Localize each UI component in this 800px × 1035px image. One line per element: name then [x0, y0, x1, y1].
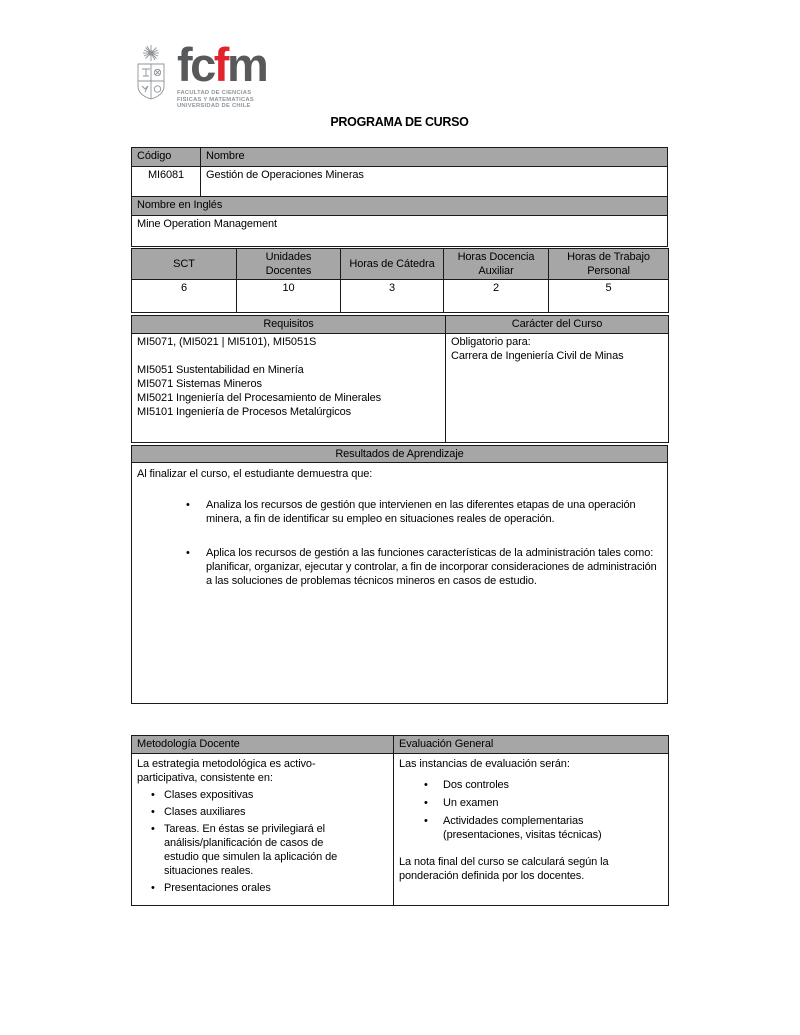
logo-caption-line: FISICAS Y MATEMATICAS — [177, 96, 254, 103]
requisito-line: MI5071, (MI5021 | MI5101), MI5051S — [137, 336, 317, 348]
logo-caption — [177, 90, 266, 110]
unidades-docentes-value: 10 — [237, 280, 341, 313]
horas-catedra-value: 3 — [341, 280, 444, 313]
bullet-marker: • — [186, 499, 190, 511]
metodologia-evaluacion-table — [131, 735, 669, 906]
requisito-line: MI5021 Ingeniería del Procesamiento de Minerales — [137, 392, 382, 404]
evaluacion-header: Evaluación General — [394, 736, 669, 754]
hours-table — [131, 248, 669, 313]
evaluacion-footer: La nota final del curso se calculará según la ponderación definida por los docentes. — [399, 856, 609, 882]
evaluacion-content — [394, 754, 669, 906]
sct-header: SCT — [132, 249, 237, 280]
codigo-value: MI6081 — [132, 167, 201, 197]
resultado-bullet-text: Analiza los recursos de gestión que intervienen en las diferentes etapas de una operación minera, a fin de identificar su empleo en situaciones reales de operación. — [206, 499, 636, 525]
university-logo — [131, 38, 267, 110]
sct-value: 6 — [132, 280, 237, 313]
horas-docencia-auxiliar-value: 2 — [444, 280, 549, 313]
bullet-marker: • — [151, 806, 155, 818]
horas-trabajo-personal-value: 5 — [549, 280, 669, 313]
document-title: PROGRAMA DE CURSO — [330, 115, 469, 129]
list-item — [424, 814, 663, 842]
list-item — [186, 546, 662, 588]
horas-trabajo-personal-header: Horas de Trabajo Personal — [549, 249, 669, 280]
sunburst-icon — [143, 45, 159, 61]
requisito-line: MI5101 Ingeniería de Procesos Metalúrgicos — [137, 406, 352, 418]
bullet-marker: • — [151, 789, 155, 801]
caracter-line: Carrera de Ingeniería Civil de Minas — [451, 350, 624, 362]
nombre-ingles-value: Mine Operation Management — [132, 216, 668, 247]
requisitos-table — [131, 315, 669, 443]
university-shield-icon — [131, 44, 171, 102]
requisito-line — [137, 349, 440, 363]
list-item — [151, 881, 388, 895]
caracter-content — [446, 334, 669, 443]
evaluacion-bullet-text: Un examen — [443, 797, 499, 809]
codigo-header: Código — [132, 148, 201, 167]
list-item — [424, 796, 663, 810]
list-item — [151, 788, 388, 802]
metodologia-intro: La estrategia metodológica es activo-participativa, consistente en: — [137, 758, 316, 784]
logo-caption-line: UNIVERSIDAD DE CHILE — [177, 103, 251, 110]
fcfm-wordmark-gray1: fc — [177, 38, 214, 91]
shield-body — [138, 64, 164, 99]
evaluacion-intro: Las instancias de evaluación serán: — [399, 758, 570, 770]
evaluacion-list — [424, 778, 663, 842]
horas-catedra-header: Horas de Cátedra — [341, 249, 444, 280]
unidades-docentes-header: Unidades Docentes — [237, 249, 341, 280]
metodologia-bullet-text: Tareas. En éstas se privilegiará el análisis/planificación de casos de estudio que simulen la aplicación de situaciones reales. — [164, 823, 338, 877]
nombre-value: Gestión de Operaciones Mineras — [201, 167, 668, 197]
requisitos-content — [132, 334, 446, 443]
fcfm-wordmark-red-f: f — [213, 38, 227, 91]
bullet-marker: • — [424, 815, 428, 827]
evaluacion-bullet-text: Dos controles — [443, 779, 509, 791]
caracter-line: Obligatorio para: — [451, 336, 531, 348]
resultados-list — [186, 498, 662, 588]
metodologia-content — [132, 754, 394, 906]
list-item — [186, 498, 662, 526]
fcfm-wordmark-gray2: m — [226, 38, 267, 91]
nombre-ingles-header: Nombre en Inglés — [132, 197, 668, 216]
evaluacion-bullet-text: Actividades complementarias (presentaciones, visitas técnicas) — [443, 815, 602, 841]
course-info-table — [131, 147, 668, 247]
resultados-header: Resultados de Aprendizaje — [132, 446, 668, 463]
metodologia-bullet-text: Presentaciones orales — [164, 882, 271, 894]
caracter-header: Carácter del Curso — [446, 316, 669, 334]
list-item — [424, 778, 663, 792]
metodologia-bullet-text: Clases auxiliares — [164, 806, 246, 818]
requisito-line: MI5051 Sustentabilidad en Minería — [137, 364, 304, 376]
resultados-intro: Al finalizar el curso, el estudiante demuestra que: — [137, 468, 373, 480]
bullet-marker: • — [186, 547, 190, 559]
requisito-line: MI5071 Sistemas Mineros — [137, 378, 262, 390]
bullet-marker: • — [424, 779, 428, 791]
requisitos-header: Requisitos — [132, 316, 446, 334]
list-item — [151, 822, 388, 878]
bullet-marker: • — [424, 797, 428, 809]
resultado-bullet-text: Aplica los recursos de gestión a las funciones características de la administración tales como: planificar, organizar, ejecutar y controlar, a fin de incorporar consideraciones de administración a las soluciones de problemas técnicos mineros en casos de estudio. — [206, 547, 657, 587]
fcfm-wordmark — [177, 38, 267, 91]
metodologia-header: Metodología Docente — [132, 736, 394, 754]
metodologia-bullet-text: Clases expositivas — [164, 789, 254, 801]
horas-docencia-auxiliar-header: Horas Docencia Auxiliar — [444, 249, 549, 280]
metodologia-list — [151, 788, 388, 895]
bullet-marker: • — [151, 882, 155, 894]
bullet-marker: • — [151, 823, 155, 835]
nombre-header: Nombre — [201, 148, 668, 167]
list-item — [151, 805, 388, 819]
resultados-table — [131, 445, 668, 704]
resultados-content — [132, 463, 668, 704]
logo-caption-line: FACULTAD DE CIENCIAS — [177, 90, 252, 96]
